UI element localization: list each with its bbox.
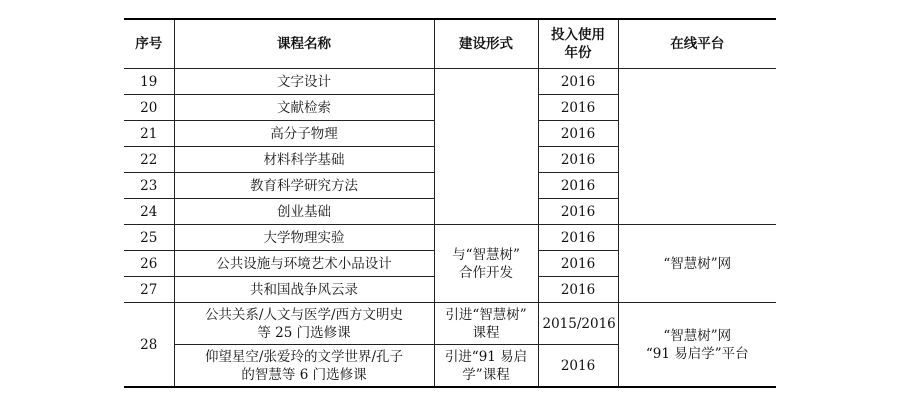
cell-index: 27: [124, 277, 174, 303]
form-line2: 学”课程: [462, 366, 510, 383]
cell-index: 24: [124, 199, 174, 225]
header-course-name: 课程名称: [174, 19, 434, 69]
course-table: [124, 18, 776, 388]
cell-year: 2016: [538, 277, 618, 303]
cell-form-empty: [434, 69, 538, 225]
cell-index: 26: [124, 251, 174, 277]
table-row: [124, 225, 776, 251]
course-name-line2: 等 25 门选修课: [257, 324, 351, 341]
cell-year: 2016: [538, 95, 618, 121]
form-line2: 课程: [472, 324, 500, 341]
form-line2: 合作开发: [459, 264, 513, 281]
cell-course-name: 创业基础: [174, 199, 434, 225]
cell-course-name: 文字设计: [174, 69, 434, 95]
cell-platform-empty: [618, 69, 776, 225]
table-row: [124, 303, 776, 345]
cell-course-name: [174, 345, 434, 388]
form-line1: 引进“智慧树”: [445, 306, 527, 323]
cell-index: 25: [124, 225, 174, 251]
form-line1: 与“智慧树”: [452, 246, 520, 263]
cell-year: 2016: [538, 173, 618, 199]
header-construction-form: 建设形式: [434, 19, 538, 69]
platform-line2: “91 易启学”平台: [645, 345, 749, 362]
cell-form: [434, 303, 538, 345]
header-index: 序号: [124, 19, 174, 69]
cell-index: 19: [124, 69, 174, 95]
cell-course-name: 教育科学研究方法: [174, 173, 434, 199]
cell-year: 2016: [538, 69, 618, 95]
cell-index: 23: [124, 173, 174, 199]
cell-course-name: [174, 303, 434, 345]
course-name-line2: 的智慧等 6 门选修课: [241, 366, 367, 383]
cell-platform-merged: “智慧树”网: [618, 225, 776, 303]
cell-course-name: 共和国战争风云录: [174, 277, 434, 303]
cell-index: 21: [124, 121, 174, 147]
cell-index: 20: [124, 95, 174, 121]
cell-year: 2016: [538, 225, 618, 251]
cell-year: 2016: [538, 199, 618, 225]
cell-year: 2016: [538, 345, 618, 388]
cell-form: [434, 345, 538, 388]
header-year-line1: 投入使用: [551, 27, 605, 43]
course-name-line1: 仰望星空/张爱玲的文学世界/孔子: [204, 348, 404, 365]
cell-index: 22: [124, 147, 174, 173]
table-row: [124, 69, 776, 95]
cell-index: 28: [124, 303, 174, 388]
header-year-line2: 年份: [564, 45, 592, 61]
header-row: [124, 19, 776, 69]
cell-year: 2016: [538, 147, 618, 173]
cell-year: 2016: [538, 251, 618, 277]
platform-line1: “智慧树”网: [663, 327, 732, 344]
cell-course-name: 材料科学基础: [174, 147, 434, 173]
course-name-line1: 公共关系/人文与医学/西方文明史: [204, 306, 404, 323]
header-platform: 在线平台: [618, 19, 776, 69]
cell-platform-merged: [618, 303, 776, 388]
header-year: [538, 19, 618, 69]
cell-course-name: 大学物理实验: [174, 225, 434, 251]
cell-year: 2016: [538, 121, 618, 147]
cell-course-name: 文献检索: [174, 95, 434, 121]
form-line1: 引进“91 易启: [444, 348, 528, 365]
cell-course-name: 公共设施与环境艺术小品设计: [174, 251, 434, 277]
cell-year: 2015/2016: [538, 303, 618, 345]
cell-course-name: 高分子物理: [174, 121, 434, 147]
cell-form-merged: [434, 225, 538, 303]
